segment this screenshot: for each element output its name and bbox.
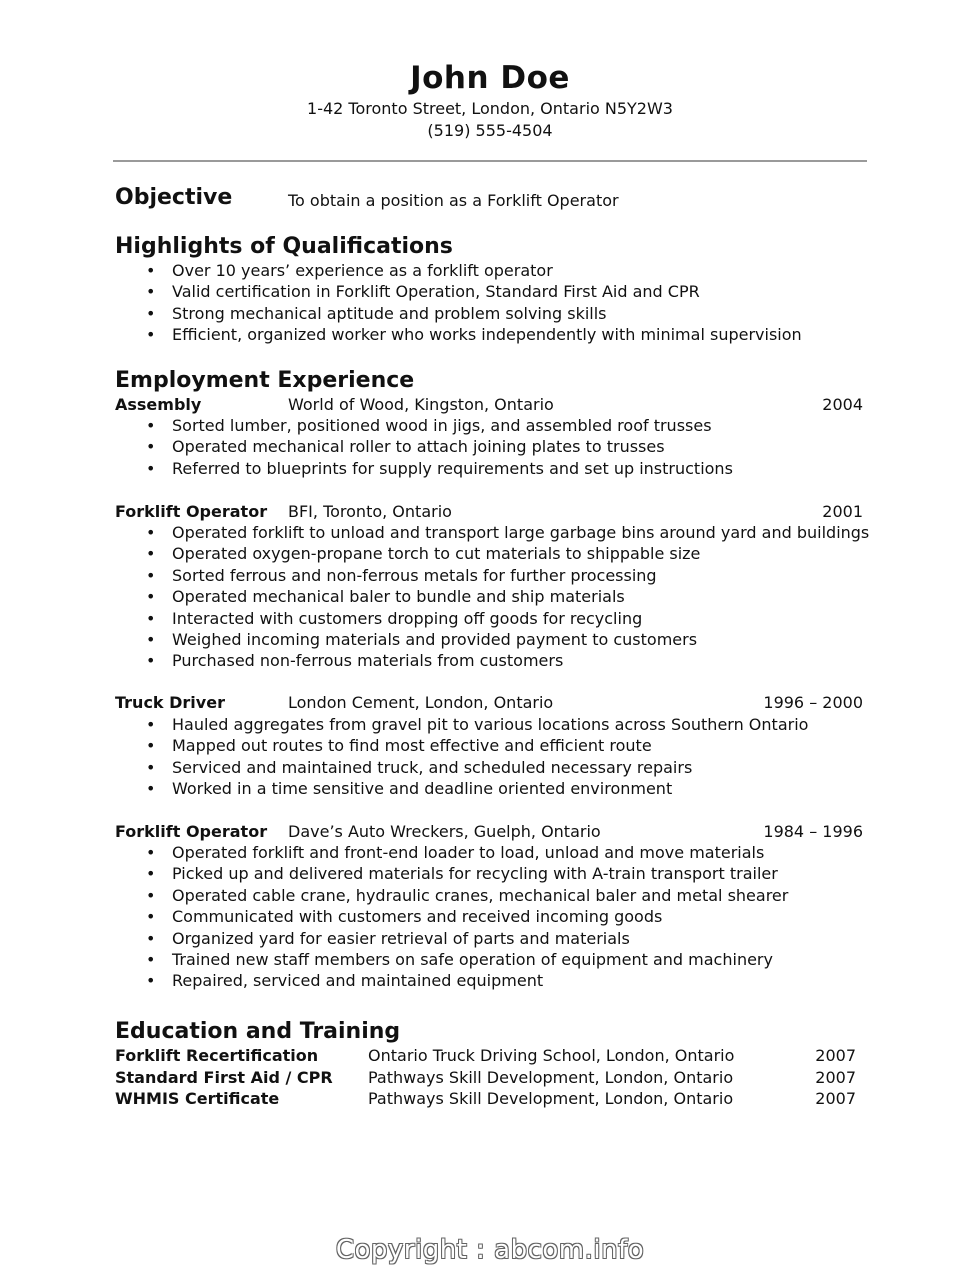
job-title: Forklift Operator [115, 502, 268, 521]
education-name: Standard First Aid / CPR [115, 1068, 333, 1087]
list-item: • Referred to blueprints for supply requirements and set up instructions [146, 458, 733, 479]
education-name: WHMIS Certificate [115, 1089, 280, 1108]
education-school: Pathways Skill Development, London, Ontario [368, 1089, 734, 1108]
job-years: 2001 [822, 502, 863, 521]
job-years: 1984 – 1996 [763, 822, 863, 841]
header-divider [113, 160, 867, 162]
education-year: 2007 [815, 1046, 856, 1065]
objective-heading: Objective [115, 185, 233, 210]
job-employer: World of Wood, Kingston, Ontario [288, 395, 554, 414]
job-employer: London Cement, London, Ontario [288, 693, 554, 712]
job-employer: BFI, Toronto, Ontario [288, 502, 452, 521]
list-item: • Strong mechanical aptitude and problem solving skills [146, 303, 802, 324]
list-item: • Operated forklift and front-end loader to load, unload and move materials [146, 842, 788, 863]
education-heading: Education and Training [115, 1019, 401, 1044]
list-item: • Operated cable crane, hydraulic cranes, mechanical baler and metal shearer [146, 885, 788, 906]
list-item: • Worked in a time sensitive and deadline oriented environment [146, 778, 808, 799]
objective-text: To obtain a position as a Forklift Operator [288, 191, 619, 210]
highlights-heading: Highlights of Qualifications [115, 234, 453, 259]
list-item: • Operated mechanical baler to bundle and ship materials [146, 586, 869, 607]
job-employer: Dave’s Auto Wreckers, Guelph, Ontario [288, 822, 601, 841]
list-item: • Hauled aggregates from gravel pit to various locations across Southern Ontario [146, 714, 808, 735]
list-item: • Picked up and delivered materials for recycling with A-train transport trailer [146, 863, 788, 884]
job-title: Truck Driver [115, 693, 225, 712]
job-duties-list [146, 842, 788, 992]
highlights-list [146, 260, 802, 346]
list-item: • Operated mechanical roller to attach joining plates to trusses [146, 436, 733, 457]
job-years: 1996 – 2000 [763, 693, 863, 712]
list-item: • Organized yard for easier retrieval of parts and materials [146, 928, 788, 949]
list-item: • Serviced and maintained truck, and scheduled necessary repairs [146, 757, 808, 778]
education-name: Forklift Recertification [115, 1046, 319, 1065]
job-title: Forklift Operator [115, 822, 268, 841]
job-title: Assembly [115, 395, 202, 414]
list-item: • Weighed incoming materials and provided payment to customers [146, 629, 869, 650]
copyright-watermark: Copyright : abcom.info [335, 1235, 645, 1265]
list-item: • Operated forklift to unload and transport large garbage bins around yard and buildings [146, 522, 869, 543]
list-item: • Mapped out routes to find most effective and efficient route [146, 735, 808, 756]
job-duties-list [146, 714, 808, 800]
list-item: • Over 10 years’ experience as a forklift operator [146, 260, 802, 281]
job-years: 2004 [822, 395, 863, 414]
education-school: Ontario Truck Driving School, London, Ontario [368, 1046, 735, 1065]
job-duties-list [146, 522, 869, 672]
list-item: • Valid certification in Forklift Operation, Standard First Aid and CPR [146, 281, 802, 302]
list-item: • Sorted lumber, positioned wood in jigs, and assembled roof trusses [146, 415, 733, 436]
employment-heading: Employment Experience [115, 368, 415, 393]
list-item: • Operated oxygen-propane torch to cut materials to shippable size [146, 543, 869, 564]
list-item: • Trained new staff members on safe operation of equipment and machinery [146, 949, 788, 970]
list-item: • Sorted ferrous and non-ferrous metals for further processing [146, 565, 869, 586]
list-item: • Repaired, serviced and maintained equipment [146, 970, 788, 991]
list-item: • Communicated with customers and received incoming goods [146, 906, 788, 927]
phone: (519) 555-4504 [427, 121, 553, 140]
address: 1-42 Toronto Street, London, Ontario N5Y2W3 [307, 99, 673, 118]
job-duties-list [146, 415, 733, 479]
education-year: 2007 [815, 1068, 856, 1087]
resume-header [0, 58, 980, 142]
list-item: • Interacted with customers dropping off goods for recycling [146, 608, 869, 629]
list-item: • Efficient, organized worker who works independently with minimal supervision [146, 324, 802, 345]
list-item: • Purchased non-ferrous materials from customers [146, 650, 869, 671]
candidate-name: John Doe [410, 60, 570, 96]
education-year: 2007 [815, 1089, 856, 1108]
education-school: Pathways Skill Development, London, Ontario [368, 1068, 734, 1087]
